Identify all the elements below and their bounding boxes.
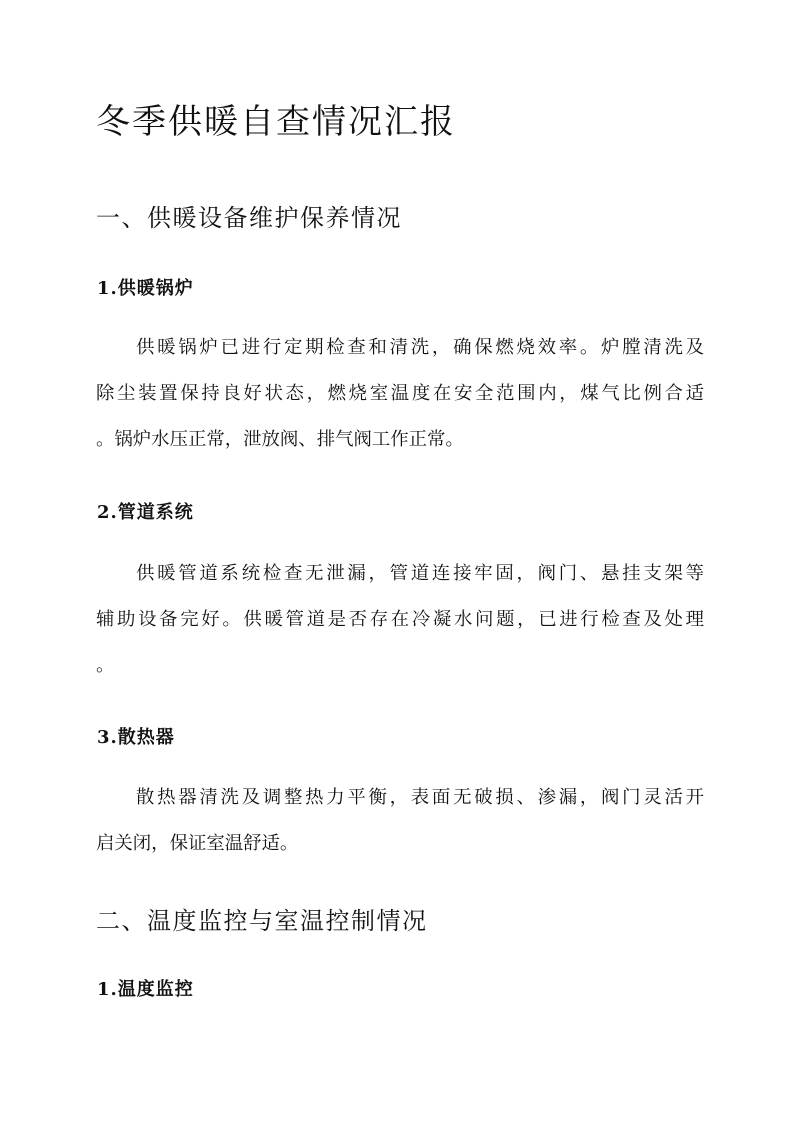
subheading-radiator: 3.散热器	[97, 727, 175, 748]
paragraph-line: 启关闭，保证室温舒适。	[96, 833, 299, 854]
paragraph-line: 辅助设备完好。供暖管道是否存在冷凝水问题，已进行检查及处理	[96, 609, 704, 630]
subheading-pipeline: 2.管道系统	[97, 502, 194, 523]
subheading-temperature-monitoring: 1.温度监控	[97, 979, 194, 1000]
document-title: 冬季供暖自查情况汇报	[96, 102, 456, 142]
paragraph-line: 散热器清洗及调整热力平衡，表面无破损、渗漏，阀门灵活开	[136, 787, 704, 808]
section-heading-temperature-control: 二、温度监控与室温控制情况	[96, 907, 428, 935]
subheading-boiler: 1.供暖锅炉	[97, 278, 194, 299]
paragraph-line: 除尘装置保持良好状态，燃烧室温度在安全范围内，煤气比例合适	[96, 383, 704, 404]
paragraph-line: 。锅炉水压正常，泄放阀、排气阀工作正常。	[96, 429, 464, 450]
paragraph-boiler	[96, 336, 704, 474]
paragraph-line: 。	[96, 655, 115, 676]
section-heading-equipment-maintenance: 一、供暖设备维护保养情况	[96, 204, 402, 232]
paragraph-radiator	[96, 786, 704, 878]
paragraph-line: 供暖锅炉已进行定期检查和清洗，确保燃烧效率。炉膛清洗及	[136, 337, 704, 358]
paragraph-pipeline	[96, 562, 704, 700]
paragraph-line: 供暖管道系统检查无泄漏，管道连接牢固，阀门、悬挂支架等	[136, 563, 704, 584]
